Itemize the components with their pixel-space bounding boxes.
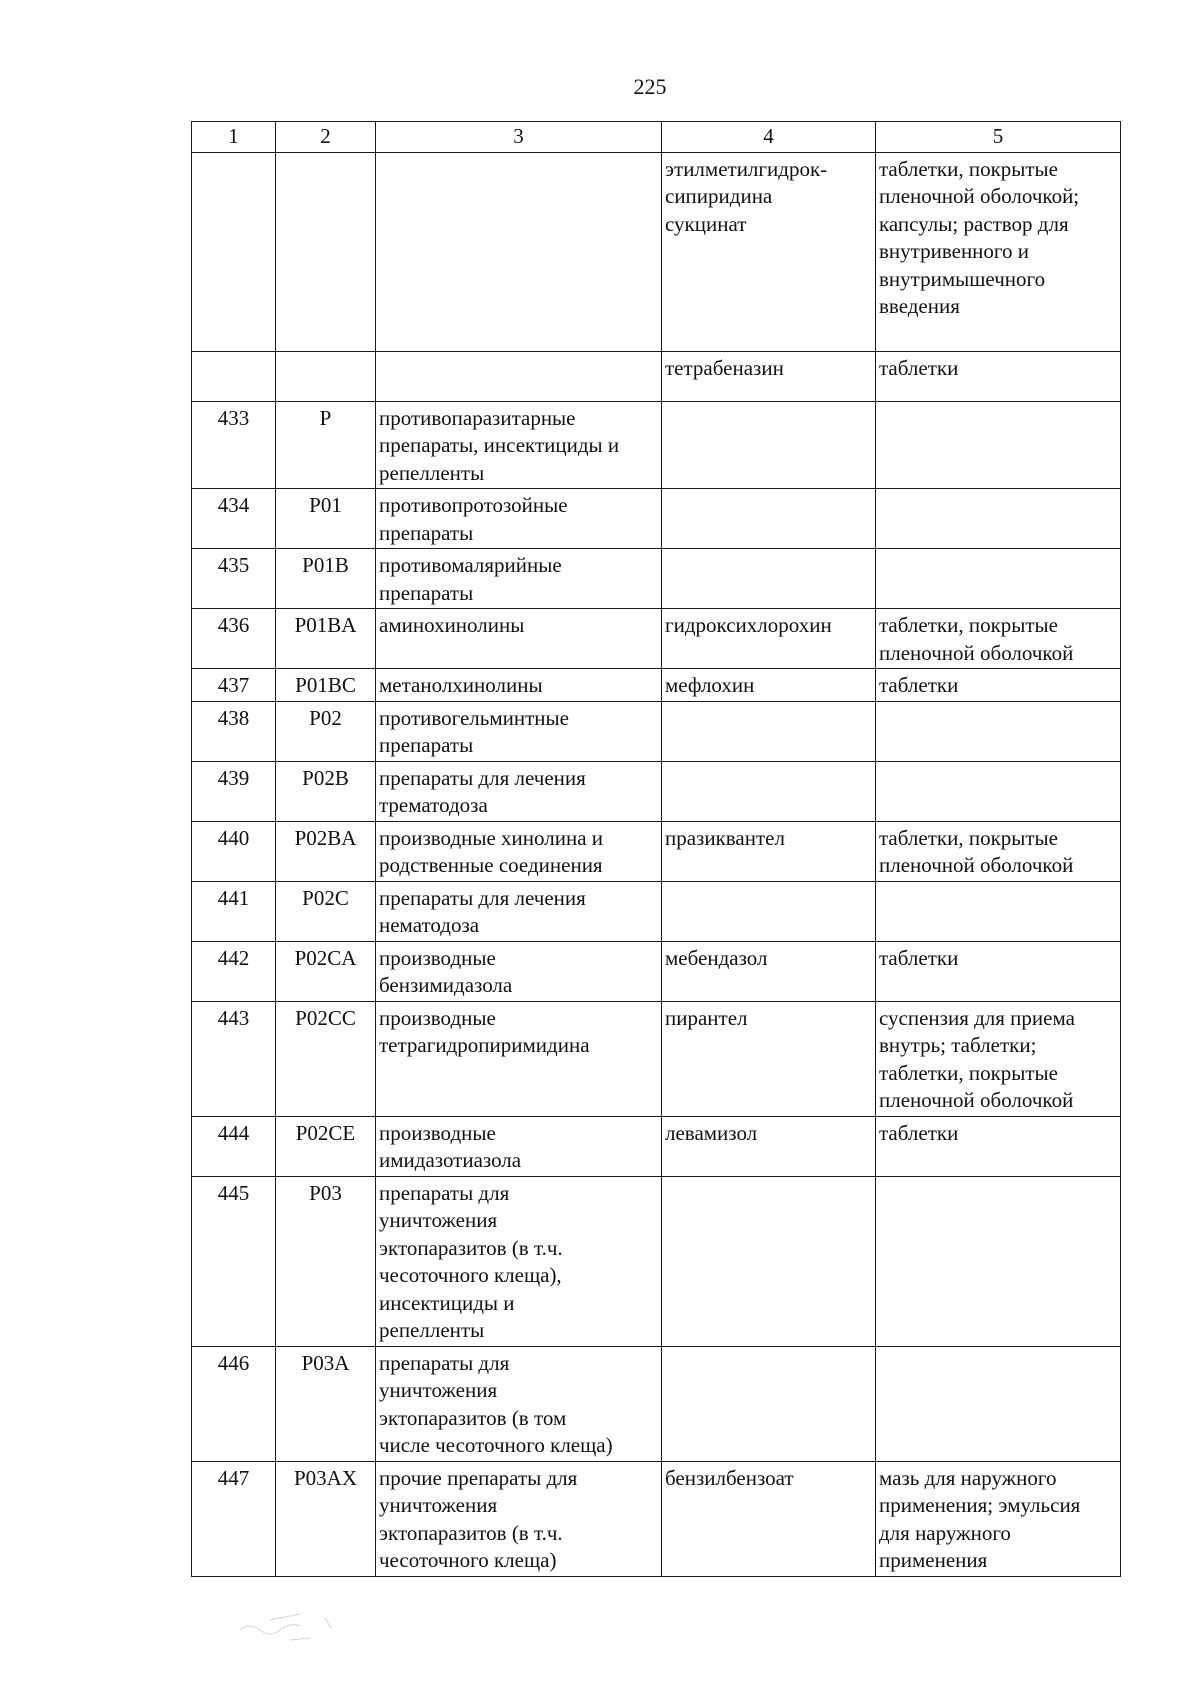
table-row — [192, 881, 1121, 941]
group-name: прочие препараты для уничтожения эктопаразитов (в т.ч. чесоточного клеща) — [376, 1461, 662, 1576]
dosage-form — [876, 761, 1121, 821]
dosage-form: таблетки, покрытые пленочной оболочкой — [876, 821, 1121, 881]
atc-code: P02BA — [276, 821, 376, 881]
row-number: 444 — [192, 1116, 276, 1176]
group-name: препараты для уничтожения эктопаразитов (в т.ч. чесоточного клеща), инсектициды и репелленты — [376, 1176, 662, 1346]
atc-code: P03A — [276, 1346, 376, 1461]
drug-name — [662, 489, 876, 549]
group-name: противогельминтные препараты — [376, 701, 662, 761]
drug-name: бензилбензоат — [662, 1461, 876, 1576]
table-row — [192, 609, 1121, 669]
row-number: 436 — [192, 609, 276, 669]
group-name — [376, 351, 662, 401]
atc-code: P02 — [276, 701, 376, 761]
dosage-form: таблетки, покрытые пленочной оболочкой; капсулы; раствор для внутривенного и внутримышечного введения — [876, 152, 1121, 351]
table-row — [192, 701, 1121, 761]
atc-code: P02CE — [276, 1116, 376, 1176]
page-number: 225 — [633, 74, 667, 99]
table-row — [192, 761, 1121, 821]
medication-table — [191, 121, 1121, 1577]
atc-code: P02CA — [276, 941, 376, 1001]
group-name: аминохинолины — [376, 609, 662, 669]
drug-name — [662, 761, 876, 821]
dosage-form — [876, 1176, 1121, 1346]
table-row — [192, 549, 1121, 609]
drug-name: мебендазол — [662, 941, 876, 1001]
row-number: 445 — [192, 1176, 276, 1346]
dosage-form: мазь для наружного применения; эмульсия для наружного применения — [876, 1461, 1121, 1576]
row-number: 435 — [192, 549, 276, 609]
row-number — [192, 351, 276, 401]
dosage-form — [876, 1346, 1121, 1461]
drug-name: гидроксихлорохин — [662, 609, 876, 669]
table-row — [192, 1176, 1121, 1346]
table-row — [192, 1461, 1121, 1576]
atc-code: P — [276, 401, 376, 489]
atc-code: P02CC — [276, 1001, 376, 1116]
table-row — [192, 489, 1121, 549]
dosage-form — [876, 489, 1121, 549]
drug-name — [662, 1176, 876, 1346]
atc-code: P03 — [276, 1176, 376, 1346]
group-name: препараты для лечения трематодоза — [376, 761, 662, 821]
header-col-1: 1 — [192, 122, 276, 153]
group-name: препараты для уничтожения эктопаразитов (в том числе чесоточного клеща) — [376, 1346, 662, 1461]
row-number: 434 — [192, 489, 276, 549]
drug-name: левамизол — [662, 1116, 876, 1176]
table-row — [192, 1116, 1121, 1176]
drug-name — [662, 549, 876, 609]
drug-name — [662, 701, 876, 761]
table-row — [192, 1001, 1121, 1116]
atc-code: P02C — [276, 881, 376, 941]
row-number: 441 — [192, 881, 276, 941]
row-number: 437 — [192, 669, 276, 702]
scan-artifact — [230, 1600, 360, 1650]
dosage-form: суспензия для приема внутрь; таблетки; таблетки, покрытые пленочной оболочкой — [876, 1001, 1121, 1116]
table-row — [192, 152, 1121, 351]
table-row — [192, 401, 1121, 489]
row-number: 447 — [192, 1461, 276, 1576]
table-row — [192, 669, 1121, 702]
atc-code: P03AX — [276, 1461, 376, 1576]
dosage-form — [876, 401, 1121, 489]
row-number: 439 — [192, 761, 276, 821]
dosage-form: таблетки, покрытые пленочной оболочкой — [876, 609, 1121, 669]
header-col-2: 2 — [276, 122, 376, 153]
header-col-5: 5 — [876, 122, 1121, 153]
dosage-form: таблетки — [876, 669, 1121, 702]
atc-code: P01BC — [276, 669, 376, 702]
group-name: производные хинолина и родственные соединения — [376, 821, 662, 881]
table-row — [192, 821, 1121, 881]
group-name: производные тетрагидропиримидина — [376, 1001, 662, 1116]
drug-name: этилметилгидрок- сипиридина сукцинат — [662, 152, 876, 351]
drug-name — [662, 1346, 876, 1461]
atc-code — [276, 351, 376, 401]
group-name: противопротозойные препараты — [376, 489, 662, 549]
dosage-form — [876, 701, 1121, 761]
row-number: 440 — [192, 821, 276, 881]
table-header-row — [192, 122, 1121, 153]
row-number — [192, 152, 276, 351]
dosage-form — [876, 549, 1121, 609]
table-row — [192, 351, 1121, 401]
row-number: 446 — [192, 1346, 276, 1461]
atc-code: P01 — [276, 489, 376, 549]
group-name: производные имидазотиазола — [376, 1116, 662, 1176]
row-number: 443 — [192, 1001, 276, 1116]
drug-name — [662, 401, 876, 489]
drug-name: пирантел — [662, 1001, 876, 1116]
dosage-form — [876, 881, 1121, 941]
atc-code: P01B — [276, 549, 376, 609]
group-name: противопаразитарные препараты, инсектициды и репелленты — [376, 401, 662, 489]
row-number: 438 — [192, 701, 276, 761]
atc-code: P01BA — [276, 609, 376, 669]
dosage-form: таблетки — [876, 1116, 1121, 1176]
group-name: противомалярийные препараты — [376, 549, 662, 609]
header-col-3: 3 — [376, 122, 662, 153]
drug-name: мефлохин — [662, 669, 876, 702]
drug-name: тетрабеназин — [662, 351, 876, 401]
dosage-form: таблетки — [876, 941, 1121, 1001]
table-row — [192, 1346, 1121, 1461]
dosage-form: таблетки — [876, 351, 1121, 401]
group-name — [376, 152, 662, 351]
drug-name — [662, 881, 876, 941]
atc-code: P02B — [276, 761, 376, 821]
atc-code — [276, 152, 376, 351]
row-number: 433 — [192, 401, 276, 489]
drug-name: празиквантел — [662, 821, 876, 881]
header-col-4: 4 — [662, 122, 876, 153]
row-number: 442 — [192, 941, 276, 1001]
group-name: производные бензимидазола — [376, 941, 662, 1001]
group-name: препараты для лечения нематодоза — [376, 881, 662, 941]
group-name: метанолхинолины — [376, 669, 662, 702]
table-row — [192, 941, 1121, 1001]
